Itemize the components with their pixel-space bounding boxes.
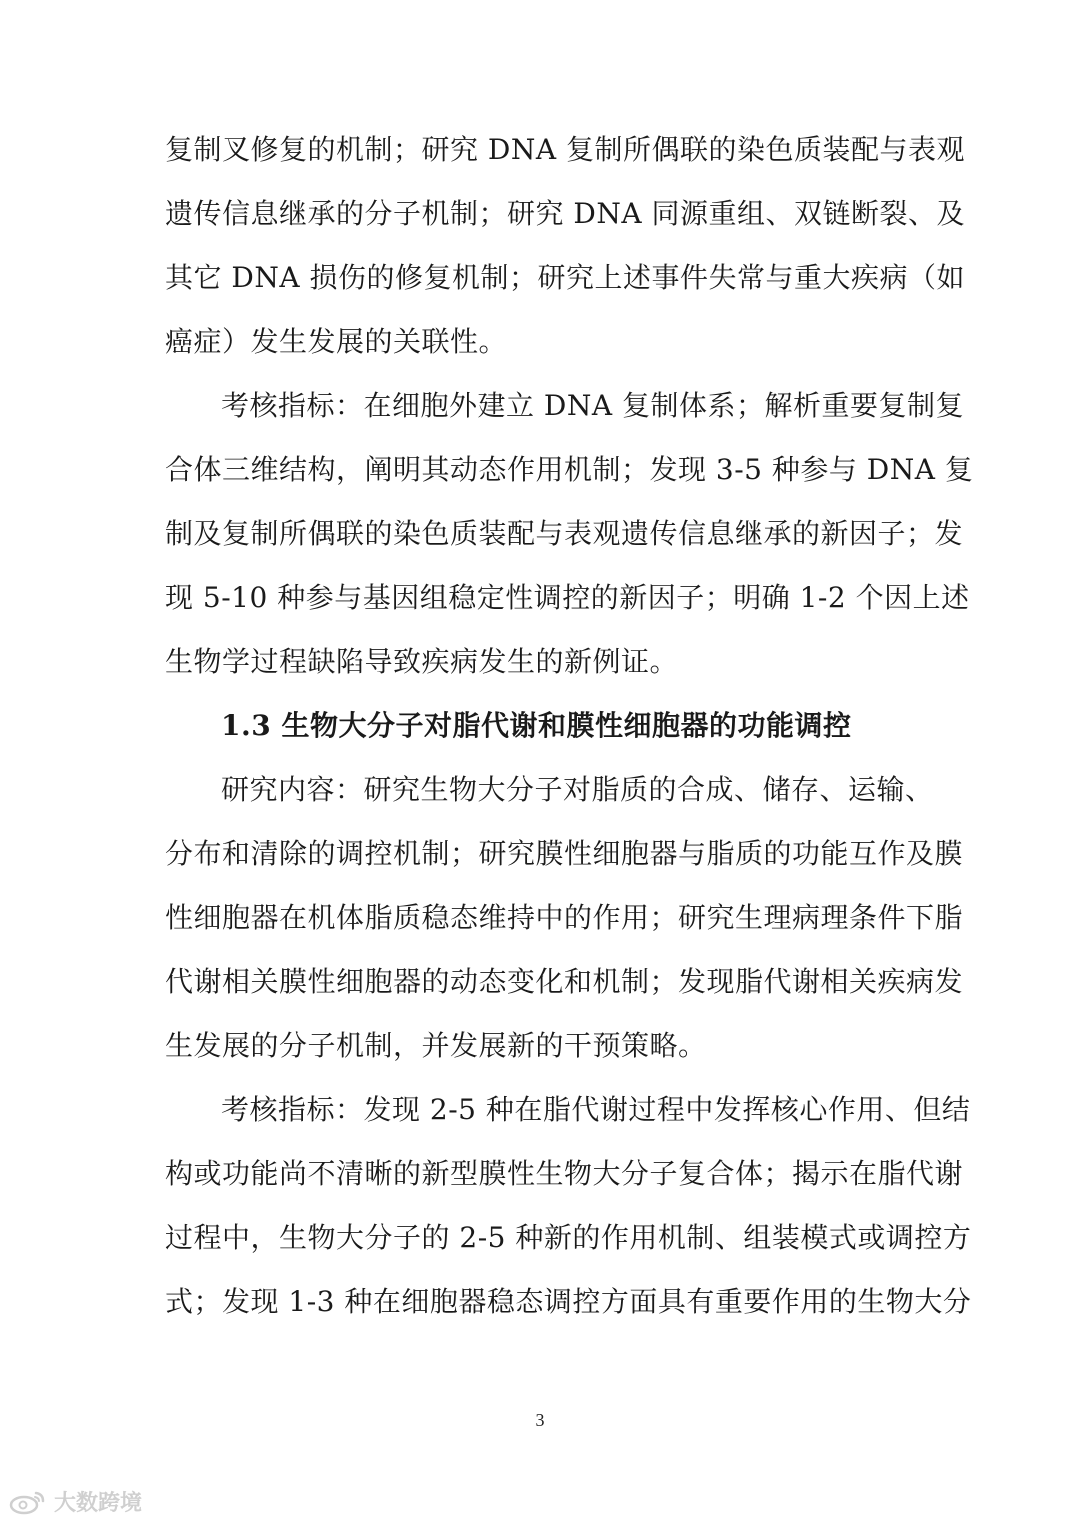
text-line: 式；发现 1-3 种在细胞器稳态调控方面具有重要作用的生物大分 [165,1285,972,1318]
text-line: 制及复制所偶联的染色质装配与表观遗传信息继承的新因子；发 [165,517,964,550]
text-line: 现 5-10 种参与基因组稳定性调控的新因子；明确 1-2 个因上述 [165,581,970,614]
text-line: 生发展的分子机制，并发展新的干预策略。 [165,1029,707,1062]
text-line: 代谢相关膜性细胞器的动态变化和机制；发现脂代谢相关疾病发 [165,965,964,998]
text-line: 分布和清除的调控机制；研究膜性细胞器与脂质的功能互作及膜 [165,837,964,870]
text-line: 考核指标：发现 2-5 种在脂代谢过程中发挥核心作用、但结 [221,1093,971,1126]
text-line: 考核指标：在细胞外建立 DNA 复制体系；解析重要复制复 [221,389,964,422]
text-line: 过程中，生物大分子的 2-5 种新的作用机制、组装模式或调控方 [165,1221,972,1254]
text-line: 构或功能尚不清晰的新型膜性生物大分子复合体；揭示在脂代谢 [165,1157,964,1190]
text-line: 性细胞器在机体脂质稳态维持中的作用；研究生理病理条件下脂 [165,901,964,934]
document-body [165,118,974,1334]
text-line: 遗传信息继承的分子机制；研究 DNA 同源重组、双链断裂、及 [165,197,965,230]
section-heading: 1.3 生物大分子对脂代谢和膜性细胞器的功能调控 [221,709,852,742]
text-line: 癌症）发生发展的关联性。 [165,325,508,358]
paragraph-replication-indicators [165,374,974,694]
watermark-text: 大数跨境 [54,1491,143,1516]
text-line: 其它 DNA 损伤的修复机制；研究上述事件失常与重大疾病（如 [165,261,965,294]
text-line: 生物学过程缺陷导致疾病发生的新例证。 [165,645,679,678]
paragraph-replication-content [165,118,965,374]
text-line: 复制叉修复的机制；研究 DNA 复制所偶联的染色质装配与表观 [165,133,965,166]
text-line: 研究内容：研究生物大分子对脂质的合成、储存、运输、 [221,773,934,806]
text-line: 合体三维结构，阐明其动态作用机制；发现 3-5 种参与 DNA 复 [165,453,974,486]
weibo-style-logo-icon [8,1489,48,1515]
page-number: 3 [535,1410,545,1430]
watermark [8,1486,142,1517]
paragraph-lipid-indicators [165,1078,972,1334]
paragraph-lipid-content [165,758,964,1078]
